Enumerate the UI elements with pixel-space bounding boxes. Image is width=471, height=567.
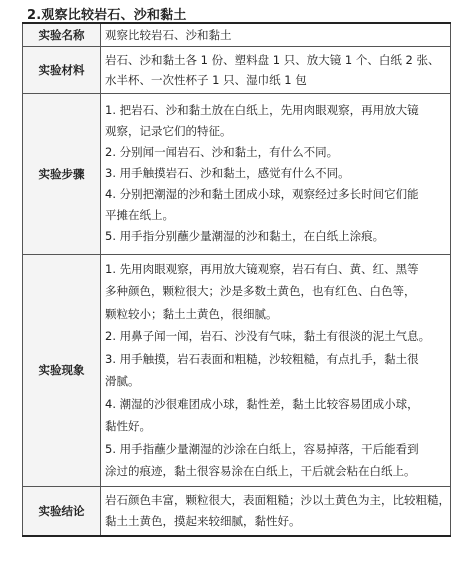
text-line: 观察比较岩石、沙和黏土 (105, 27, 232, 42)
text-line: 5. 用手指分别蘸少量潮湿的沙和黏土，在白纸上涂痕。 (105, 229, 385, 243)
text-line: 黏土土黄色，摸起来较细腻，黏性好。 (105, 513, 301, 528)
text-line: 观察，记录它们的特征。 (105, 124, 232, 138)
text-line: 水半杯、一次性杯子 1 只、湿巾纸 1 包 (105, 72, 307, 87)
text-line: 2. 用鼻子闻一闻，岩石、沙没有气味，黏土有很淡的泥土气息。 (105, 329, 431, 343)
value-materials (101, 46, 451, 93)
text-line: 平摊在纸上。 (105, 208, 174, 222)
text-line: 4. 分别把潮湿的沙和黏土团成小球，观察经过多长时间它们能 (105, 187, 419, 201)
value-conclusion (101, 486, 451, 536)
text-line: 4. 潮湿的沙很难团成小球，黏性差，黏土比较容易团成小球， (105, 396, 419, 411)
row-steps (23, 93, 451, 254)
text-line: 岩石颜色丰富，颗粒很大，表面粗糙；沙以土黄色为主，比较粗糙， (105, 492, 450, 507)
text-line: 3. 用手触摸，岩石表面和粗糙，沙较粗糙，有点扎手，黏土很 (105, 351, 419, 366)
text-line: 黏性好。 (105, 419, 151, 433)
text-line: 滑腻。 (105, 374, 140, 388)
row-materials (23, 46, 451, 93)
value-steps (101, 93, 451, 254)
text-line: 颗粒较小；黏土土黄色，很细腻。 (105, 306, 278, 321)
text-line: 涂过的痕迹，黏土很容易涂在白纸上，干后就会粘在白纸上。 (105, 464, 416, 478)
text-line: 5. 用手指蘸少量潮湿的沙涂在白纸上，容易掉落，干后能看到 (105, 441, 419, 456)
text-line: 岩石、沙和黏土各 1 份、塑料盘 1 只、放大镜 1 个、白纸 2 张、 (105, 52, 440, 67)
text-line: 1. 先用肉眼观察，再用放大镜观察，岩石有白、黄、红、黑等 (105, 261, 419, 276)
text-line: 2. 分别闻一闻岩石、沙和黏土，有什么不同。 (105, 145, 339, 159)
label-phenomena: 实验现象 (23, 254, 101, 486)
value-experiment-name (101, 23, 451, 46)
label-experiment-name: 实验名称 (23, 23, 101, 46)
section-title: 2.观察比较岩石、沙和黏土 (27, 8, 187, 23)
experiment-table (22, 22, 451, 537)
row-phenomena (23, 254, 451, 486)
text-line: 1. 把岩石、沙和黏土放在白纸上，先用肉眼观察，再用放大镜 (105, 103, 419, 117)
row-experiment-name (23, 23, 451, 46)
label-steps: 实验步骤 (23, 93, 101, 254)
value-phenomena (101, 254, 451, 486)
row-conclusion (23, 486, 451, 536)
label-conclusion: 实验结论 (23, 486, 101, 536)
text-line: 3. 用手触摸岩石、沙和黏土，感觉有什么不同。 (105, 166, 350, 180)
label-materials: 实验材料 (23, 46, 101, 93)
text-line: 多种颜色，颗粒很大；沙是多数土黄色，也有红色、白色等， (105, 284, 416, 298)
